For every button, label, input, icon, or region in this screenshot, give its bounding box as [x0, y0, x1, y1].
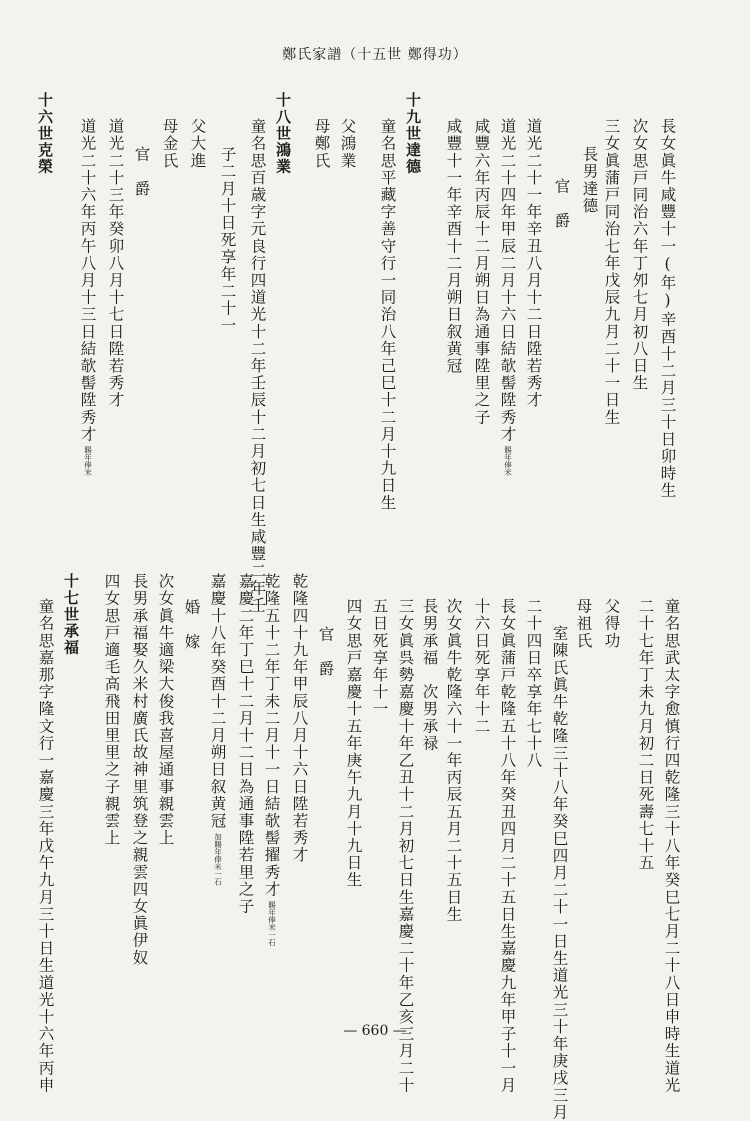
text-column [183, 599, 199, 650]
column-text: 次女眞牛適梁大俊我喜屋通事親雲上 [156, 573, 175, 847]
column-text: 四女思戸嘉慶十五年庚午九月十九日生 [344, 598, 363, 889]
column-text: 道光二十六年丙午八月十三日結欹髻陞秀才 [78, 118, 97, 443]
column-text: 長男承福 次男承禄 [420, 598, 439, 752]
column-text: 十六世克榮 [36, 92, 54, 175]
column-text: 二十四日卒享年七十八 [524, 598, 543, 769]
column-text: 子二月十日死享年二十一 [218, 146, 237, 335]
generation-heading [405, 92, 420, 175]
column-text: 三女眞蒲戸同治七年戊辰九月二十一日生 [602, 118, 621, 426]
text-column [157, 573, 173, 847]
column-text: 四女思戸適毛高飛田里里之子親雲上 [102, 573, 121, 847]
column-text: 婚 嫁 [182, 599, 201, 651]
text-column [525, 118, 541, 409]
text-column [551, 625, 567, 1121]
text-column [575, 598, 591, 649]
text-column [603, 598, 619, 649]
column-text: 父鴻業 [338, 118, 357, 170]
text-column [499, 598, 515, 1094]
page-number: — 660 — [343, 1023, 407, 1039]
text-column [659, 118, 675, 499]
text-column [131, 573, 147, 966]
column-text: 長女眞蒲戸乾隆五十八年癸丑四月二十五日生嘉慶九年甲子十一月 [498, 598, 517, 1094]
text-column [103, 573, 119, 847]
text-column [553, 178, 569, 229]
text-column [209, 573, 225, 885]
column-text: 乾隆四十九年甲辰八月十六日陞若秀才 [290, 573, 309, 864]
column-text: 十六日死享年十二 [472, 598, 491, 735]
text-column [371, 598, 387, 718]
column-text: 三女眞呉勢嘉慶十年乙丑十二月初七日生嘉慶二十年乙亥三月二十 [396, 598, 415, 1094]
page-header: 鄭氏家譜（十五世 鄭得功） [282, 47, 468, 63]
text-column [79, 118, 95, 476]
column-text: 十八世鴻業 [274, 92, 292, 175]
generation-heading [275, 92, 290, 175]
column-text: 官 爵 [316, 626, 335, 678]
text-column [249, 118, 265, 614]
column-text: 長男達德 [580, 146, 599, 215]
column-text: 次女思戸同治六年丁夘七月初八日生 [630, 118, 649, 392]
column-text: 道光二十一年辛丑八月十二日陞若秀才 [524, 118, 543, 409]
text-column [219, 146, 235, 334]
column-text: 十七世承福 [62, 573, 80, 656]
column-text: 道光二十四年甲辰二月十六日結欹髻陞秀才 [498, 118, 517, 443]
column-text: 父得功 [602, 598, 621, 650]
annotation-note: 賜年俸米一石 [267, 900, 277, 946]
text-column [663, 598, 679, 1094]
text-column [345, 598, 361, 889]
column-text: 母鄭氏 [312, 118, 331, 170]
column-text: 官 爵 [132, 146, 151, 198]
column-text: 長男承福娶久米村廣氏故神里筑登之親雲四女眞伊奴 [130, 573, 149, 967]
text-column [631, 118, 647, 392]
column-text: 官 爵 [552, 178, 571, 230]
text-column [473, 118, 489, 426]
column-text: 次女眞牛乾隆六十一年丙辰五月二十五日生 [444, 598, 463, 923]
column-text: 五日死享年十一 [370, 598, 389, 718]
column-text: 嘉慶二年丁巳十二月十二日為通事陞若里之子 [236, 573, 255, 915]
annotation-note: 加賜年俸米一石 [213, 832, 223, 885]
text-column [421, 598, 437, 752]
column-text: 童名思嘉那字隆文行一嘉慶三年戊午九月三十日生道光十六年丙申 [36, 598, 55, 1094]
text-column [37, 598, 53, 1094]
generation-heading [63, 573, 78, 656]
column-text: 咸豐六年丙辰十二月朔日為通事陞里之子 [472, 118, 491, 426]
column-text: 道光二十三年癸卯八月十七日陞若秀才 [106, 118, 125, 409]
column-text: 長女眞牛咸豐十一(年)辛酉十二月三十日卯時生 [658, 118, 677, 500]
text-column [473, 598, 489, 735]
text-column [637, 598, 653, 872]
text-column [445, 118, 461, 375]
column-text: 咸豐十一年辛酉十二月朔日叙黄冠 [444, 118, 463, 375]
column-text: 室陳氏眞牛乾隆三十八年癸巳四月二十一日生道光三十年庚戌三月 [550, 625, 569, 1121]
text-column [525, 598, 541, 769]
text-column [445, 598, 461, 923]
annotation-note: 賜年俸米 [503, 445, 513, 476]
annotation-note: 賜年俸米 [83, 445, 93, 476]
generation-heading [37, 92, 52, 175]
column-text: 童名思百歳字元良行四道光十二年壬辰十二月初七日生咸豐二年壬 [248, 118, 267, 614]
column-text: 童名思平藏字善守行一同治八年己巳十二月十九日生 [378, 118, 397, 512]
text-column [397, 598, 413, 1094]
column-text: 二十七年丁未九月初二日死壽七十五 [636, 598, 655, 872]
text-column [189, 118, 205, 169]
text-column [107, 118, 123, 409]
column-text: 母祖氏 [574, 598, 593, 650]
text-column [133, 146, 149, 197]
column-text: 乾隆五十二年丁未二月十一日結欹髻擢秀才 [262, 573, 281, 898]
column-text: 嘉慶十八年癸酉十二月朔日叙黄冠 [208, 573, 227, 830]
text-column [291, 573, 307, 864]
column-text: 十九世達德 [404, 92, 422, 175]
text-column [313, 118, 329, 169]
column-text: 母金氏 [160, 118, 179, 170]
text-column [161, 118, 177, 169]
text-column [263, 573, 279, 946]
text-column [499, 118, 515, 476]
text-column [339, 118, 355, 169]
text-column [581, 146, 597, 214]
column-text: 父大進 [188, 118, 207, 170]
text-column [379, 118, 395, 511]
text-column [603, 118, 619, 426]
text-column [237, 573, 253, 915]
column-text: 童名思武太字愈慎行四乾隆三十八年癸巳七月二十八日申時生道光 [662, 598, 681, 1094]
text-column [317, 626, 333, 677]
